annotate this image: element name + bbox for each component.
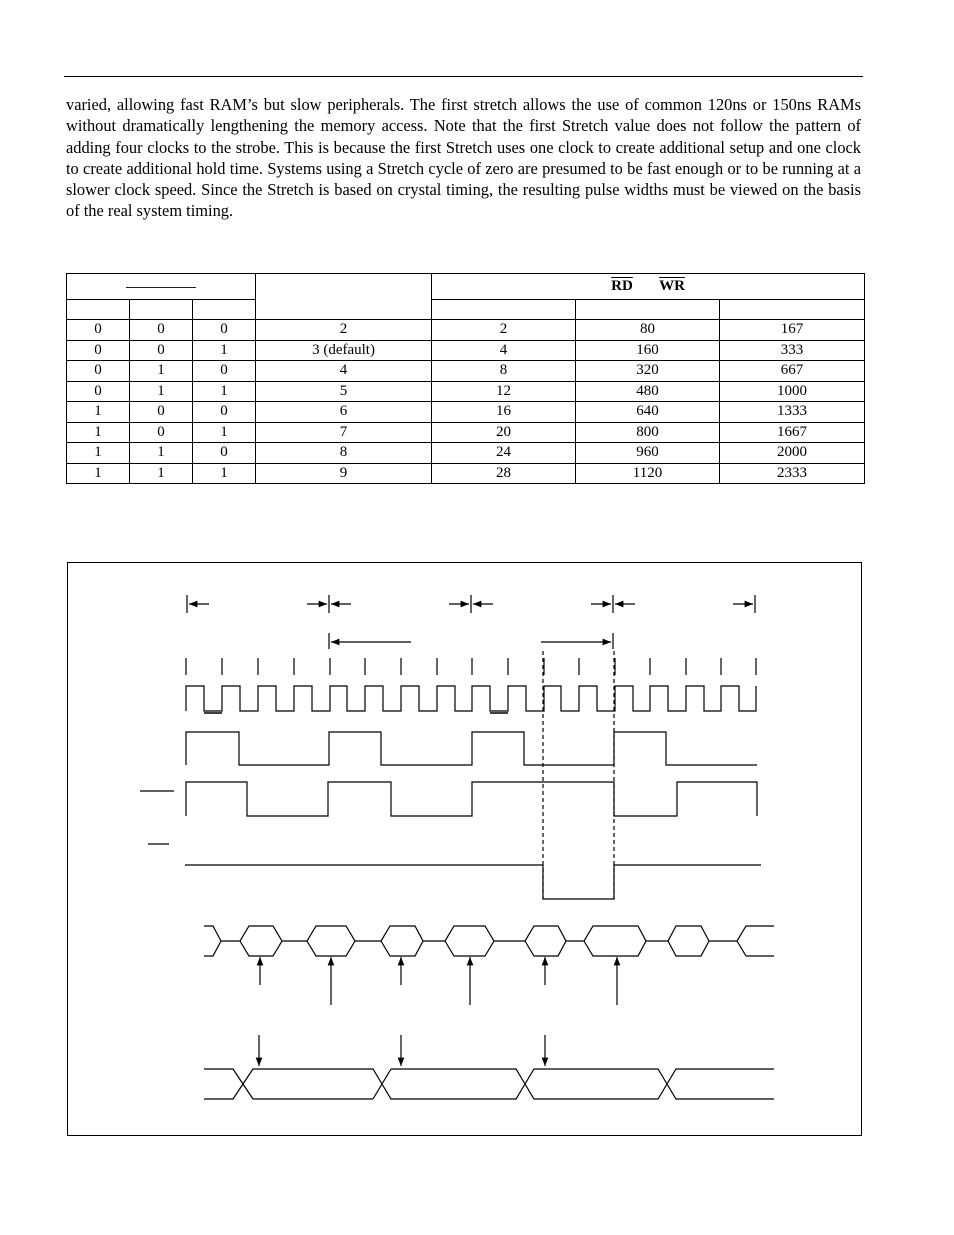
table-cell: 1 bbox=[67, 402, 130, 423]
table-cell: 8 bbox=[432, 361, 576, 382]
header-link[interactable] bbox=[126, 277, 196, 288]
width-header bbox=[576, 300, 720, 320]
width-header bbox=[720, 300, 865, 320]
table-row bbox=[67, 443, 865, 464]
phase-ticks bbox=[186, 658, 756, 675]
table-subheader-row bbox=[67, 300, 865, 320]
table-cell: 960 bbox=[576, 443, 720, 464]
table-cell: 0 bbox=[130, 340, 193, 361]
table-cell: 2333 bbox=[720, 463, 865, 484]
cycle-markers bbox=[187, 595, 755, 613]
table-cell: 167 bbox=[720, 320, 865, 341]
table-cell: 480 bbox=[576, 381, 720, 402]
table-header-row bbox=[67, 274, 865, 300]
table-cell: 80 bbox=[576, 320, 720, 341]
timing-diagram-svg bbox=[68, 563, 863, 1137]
table-cell: 1 bbox=[130, 443, 193, 464]
table-row bbox=[67, 463, 865, 484]
table-cell: 12 bbox=[432, 381, 576, 402]
table-cell: 16 bbox=[432, 402, 576, 423]
table-cell: 1667 bbox=[720, 422, 865, 443]
table-row bbox=[67, 340, 865, 361]
table-cell: 640 bbox=[576, 402, 720, 423]
table-row bbox=[67, 361, 865, 382]
port2-change-arrows bbox=[259, 1035, 545, 1066]
table-cell: 0 bbox=[130, 402, 193, 423]
header-rule bbox=[64, 76, 863, 77]
table-cell: 1 bbox=[67, 463, 130, 484]
stretch-bits-header bbox=[67, 274, 256, 300]
strobe-header bbox=[432, 274, 865, 300]
table-cell: 0 bbox=[193, 402, 256, 423]
table-cell: 24 bbox=[432, 443, 576, 464]
table-cell: 1120 bbox=[576, 463, 720, 484]
wr-label: $\overline{WR}$ bbox=[659, 278, 685, 294]
port2-bus-waveform bbox=[204, 1069, 774, 1099]
table-cell: 1 bbox=[67, 443, 130, 464]
timing-diagram bbox=[67, 562, 862, 1136]
port0-bus-waveform bbox=[204, 926, 774, 956]
table-cell: 3 (default) bbox=[256, 340, 432, 361]
table-cell: 0 bbox=[193, 320, 256, 341]
table-row bbox=[67, 320, 865, 341]
table-cell: 7 bbox=[256, 422, 432, 443]
system-clock-waveform bbox=[186, 732, 757, 765]
table-cell: 2 bbox=[432, 320, 576, 341]
table-cell: 2 bbox=[256, 320, 432, 341]
stretch-cycles-header bbox=[256, 274, 432, 320]
table-row bbox=[67, 402, 865, 423]
table-cell: 0 bbox=[67, 320, 130, 341]
table-row bbox=[67, 422, 865, 443]
port0-sample-arrows bbox=[260, 957, 617, 1005]
table-cell: 28 bbox=[432, 463, 576, 484]
rd-label: $\overline{RD}$ bbox=[611, 278, 633, 294]
table-cell: 0 bbox=[130, 320, 193, 341]
table-cell: 333 bbox=[720, 340, 865, 361]
table-cell: 1000 bbox=[720, 381, 865, 402]
crystal-clock-waveform bbox=[186, 686, 756, 711]
table-cell: 0 bbox=[67, 381, 130, 402]
table-cell: 320 bbox=[576, 361, 720, 382]
table-cell: 4 bbox=[432, 340, 576, 361]
table-cell: 1333 bbox=[720, 402, 865, 423]
table-cell: 0 bbox=[193, 361, 256, 382]
table-cell: 1 bbox=[130, 361, 193, 382]
table-row bbox=[67, 381, 865, 402]
table-cell: 1 bbox=[193, 381, 256, 402]
bit-header bbox=[193, 300, 256, 320]
table-cell: 0 bbox=[67, 340, 130, 361]
bit-header bbox=[67, 300, 130, 320]
table-cell: 1 bbox=[67, 422, 130, 443]
stretch-arrows bbox=[329, 633, 613, 649]
table-cell: 1 bbox=[193, 340, 256, 361]
table-cell: 8 bbox=[256, 443, 432, 464]
table-cell: 2000 bbox=[720, 443, 865, 464]
table-cell: 1 bbox=[193, 463, 256, 484]
clocks-header bbox=[432, 300, 576, 320]
strobe-waveform bbox=[185, 865, 761, 899]
table-cell: 6 bbox=[256, 402, 432, 423]
table-cell: 0 bbox=[130, 422, 193, 443]
table-cell: 800 bbox=[576, 422, 720, 443]
table-cell: 160 bbox=[576, 340, 720, 361]
table-cell: 1 bbox=[130, 381, 193, 402]
table-cell: 0 bbox=[67, 361, 130, 382]
table-cell: 1 bbox=[193, 422, 256, 443]
body-paragraph: varied, allowing fast RAM’s but slow peripherals. The first stretch allows the use of common 120ns or 150ns RAMs without dramatically lengthening the memory access. Note that the first Stretch value does not follow the pattern of adding four clocks to the strobe. This is because the first Stretch uses one clock to create additional setup and one clock to create additional hold time. Systems using a Stretch cycle of zero are presumed to be fast enough or to be running at a slower clock speed. Since the Stretch is based on crystal timing, the resulting pulse widths must be viewed on the basis of the real system timing. bbox=[66, 95, 861, 221]
table-cell: 1 bbox=[130, 463, 193, 484]
table-cell: 5 bbox=[256, 381, 432, 402]
table-cell: 0 bbox=[193, 443, 256, 464]
stretch-timing-table bbox=[66, 273, 865, 484]
bit-header bbox=[130, 300, 193, 320]
table-cell: 9 bbox=[256, 463, 432, 484]
ale-waveform bbox=[186, 782, 757, 816]
table-cell: 4 bbox=[256, 361, 432, 382]
table-cell: 20 bbox=[432, 422, 576, 443]
table-cell: 667 bbox=[720, 361, 865, 382]
